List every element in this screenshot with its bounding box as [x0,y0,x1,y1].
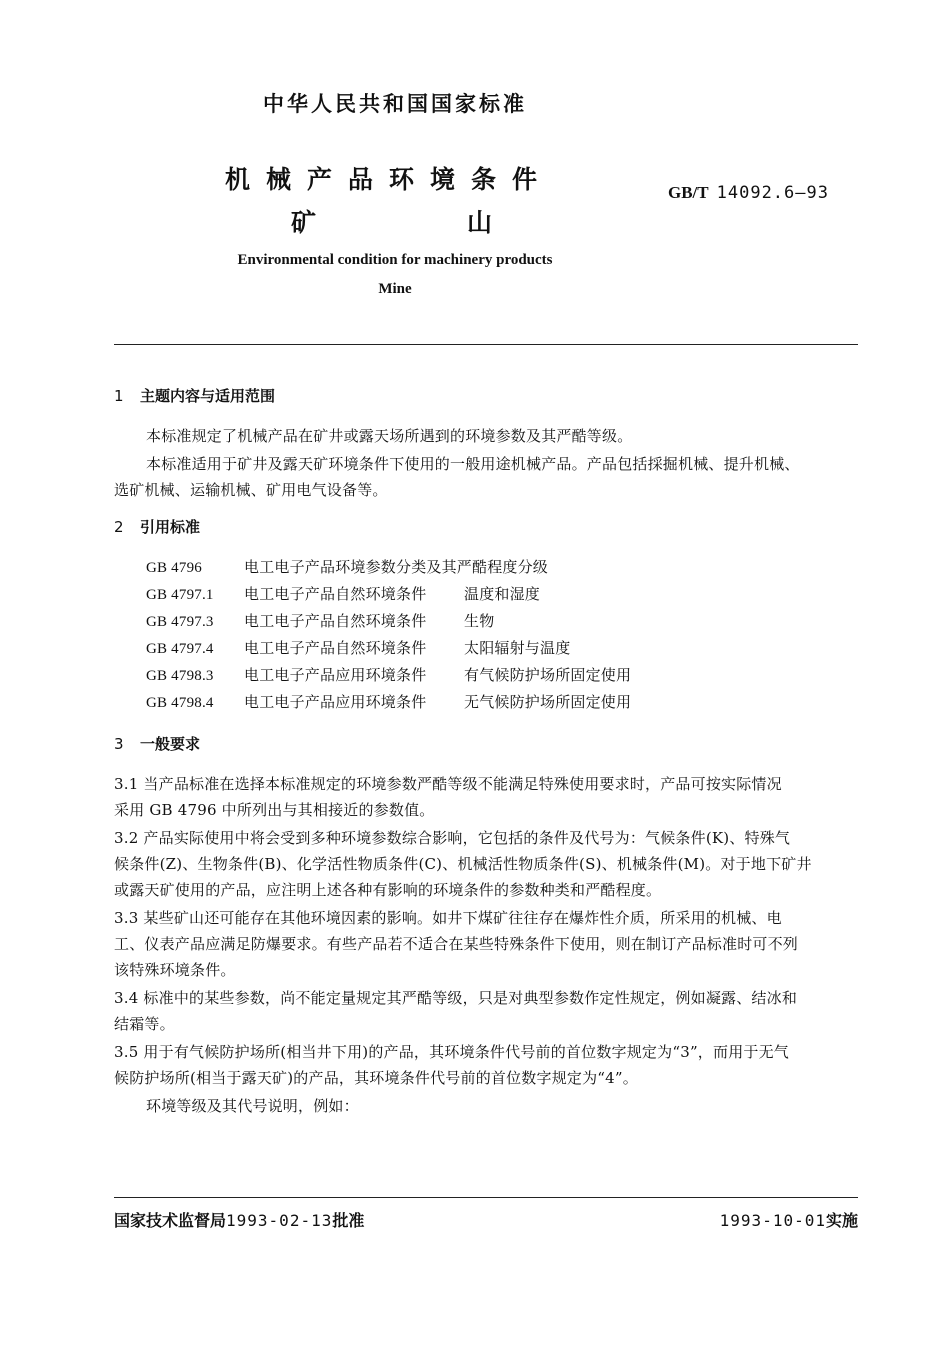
clause-3-3-line: 工、仪表产品应满足防爆要求。有些产品若不适合在某些特殊条件下使用，则在制订产品标准时可不列 [114,935,799,953]
effective-label: 实施 [825,1211,858,1230]
issuer: 国家技术监督局 [114,1211,227,1230]
document-title-cn: 机械产品环境条件 [225,165,554,194]
section-number: 2 [114,518,124,536]
document-subtitle-en: Mine [378,281,412,297]
standard-type-heading: 中华人民共和国国家标准 [263,92,527,116]
section-number: 1 [114,387,124,405]
clause-3-2-line: 3.2 产品实际使用中将会受到多种环境参数综合影响，它包括的条件及代号为：气候条件(K)、特殊气 [114,829,791,847]
effective-info [720,1208,858,1231]
paragraph: 本标准适用于矿井及露天矿环境条件下使用的一般用途机械产品。产品包括採掘机械、提升机械、 [146,455,800,473]
reference-title: 电工电子产品自然环境条件 [244,612,427,630]
reference-title: 电工电子产品应用环境条件 [244,666,427,684]
standard-code: GB/T [668,183,709,202]
reference-code: GB 4797.4 [146,641,214,657]
clause-3-5-line: 3.5 用于有气候防护场所(相当井下用)的产品，其环境条件代号前的首位数字规定为“3”，而用于无气 [114,1043,790,1061]
reference-subtitle: 生物 [464,612,495,630]
reference-title: 电工电子产品应用环境条件 [244,693,427,711]
footer-divider [114,1197,858,1198]
clause-3-1-line: 3.1 当产品标准在选择本标准规定的环境参数严酷等级不能满足特殊使用要求时，产品可按实际情况 [114,775,782,793]
section-title: 主题内容与适用范围 [140,387,276,405]
reference-item [146,583,540,604]
approval-label: 批准 [332,1211,365,1230]
reference-code: GB 4797.3 [146,614,214,630]
document-subtitle-cn-part1: 矿 [291,208,317,237]
clause-3-2-line: 或露天矿使用的产品，应注明上述各种有影响的环境条件的参数种类和严酷程度。 [114,881,662,899]
clause-3-4-line: 结霜等。 [114,1015,175,1033]
clause-3-3-line: 该特殊环境条件。 [114,961,236,979]
clause-3-5-line: 候防护场所(相当于露天矿)的产品，其环境条件代号前的首位数字规定为“4”。 [114,1069,638,1087]
reference-title: 电工电子产品环境参数分类及其严酷程度分级 [244,558,549,576]
paragraph: 本标准规定了机械产品在矿井或露天场所遇到的环境参数及其严酷等级。 [146,427,633,445]
clause-3-1-line: 采用 GB 4796 中所列出与其相接近的参数值。 [114,801,435,819]
reference-title: 电工电子产品自然环境条件 [244,639,427,657]
reference-code: GB 4797.1 [146,587,214,603]
clause-3-2-line: 候条件(Z)、生物条件(B)、化学活性物质条件(C)、机械活性物质条件(S)、机械条件(M)。对于地下矿井 [114,855,812,873]
reference-subtitle: 无气候防护场所固定使用 [464,693,632,711]
reference-item [146,556,548,577]
clause-3-3-line: 3.3 某些矿山还可能存在其他环境因素的影响。如井下煤矿往往存在爆炸性介质，所采用的机械、电 [114,909,782,927]
section-title: 一般要求 [140,735,201,753]
section-2-heading [114,516,200,537]
reference-item [146,691,631,712]
reference-code: GB 4798.4 [146,695,214,711]
reference-code: GB 4796 [146,560,202,576]
approval-info [114,1208,364,1231]
section-number: 3 [114,735,124,753]
section-3-heading [114,733,200,754]
paragraph-continuation: 选矿机械、运输机械、矿用电气设备等。 [114,481,388,499]
standard-number-value: 14092.6—93 [716,183,829,203]
section-title: 引用标准 [140,518,201,536]
reference-title: 电工电子产品自然环境条件 [244,585,427,603]
standard-number [668,183,829,203]
example-intro: 环境等级及其代号说明，例如： [146,1097,359,1115]
reference-item [146,664,631,685]
reference-subtitle: 太阳辐射与温度 [464,639,571,657]
reference-code: GB 4798.3 [146,668,214,684]
document-subtitle-cn-part2: 山 [467,208,493,237]
approval-date: 1993-02-13 [226,1211,333,1230]
section-1-heading [114,385,275,406]
reference-subtitle: 温度和湿度 [464,585,541,603]
header-divider [114,344,858,345]
reference-item [146,637,570,658]
effective-date: 1993-10-01 [719,1211,826,1230]
reference-subtitle: 有气候防护场所固定使用 [464,666,632,684]
reference-item [146,610,494,631]
document-title-en: Environmental condition for machinery products [237,252,553,268]
clause-3-4-line: 3.4 标准中的某些参数，尚不能定量规定其严酷等级，只是对典型参数作定性规定，例如凝露、结冰和 [114,989,798,1007]
